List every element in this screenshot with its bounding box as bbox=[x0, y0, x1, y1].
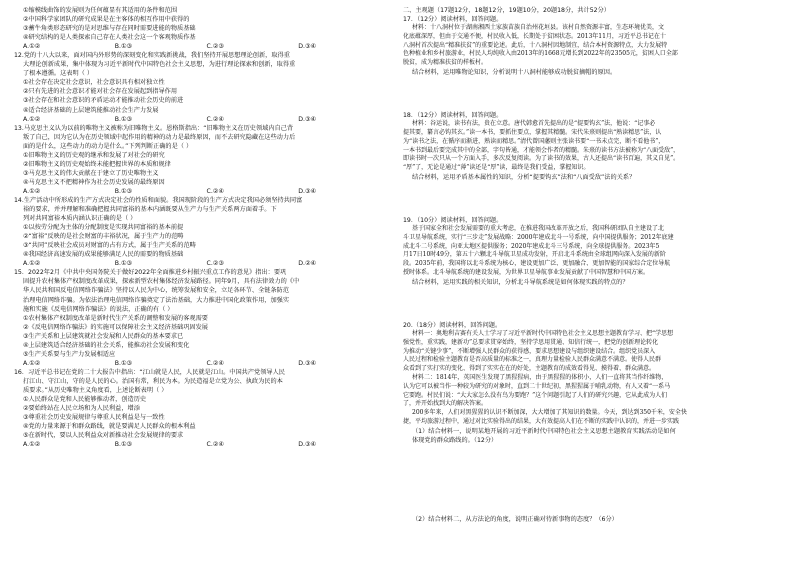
q16-option: ②要始终站在人民立场和为人民利益，增添 bbox=[23, 405, 140, 413]
q19-heading: 19．（10分）阅读材料，回答问题。 bbox=[403, 217, 503, 224]
q18-material: 一本书到最后要完成其中的全部，字句皆通，才能领会作者的精髓。朱熹的读书方法被称为“八面受敌”， bbox=[403, 146, 680, 154]
q20-material-2: 200多年来，人们对黑猩猩的认识不断加深，大大增加了其知识的数量。今天，到达到350千米，安全快 bbox=[412, 409, 687, 417]
q19-material: 成北斗二号系统，向亚太地区提供服务；2020年建成北斗三号系统，向全球提供服务。2023年5 bbox=[403, 242, 660, 250]
q14-stem: 14.生产活动中所形成的生产方式决定社会的性质和面貌。我国现阶段的生产方式决定我国必须坚持共同富 bbox=[14, 196, 303, 204]
q18-task: 结合材料，运用矛盾基本属性的知识，分析“提要钩玄”法和“八面受敌”法的关系？ bbox=[412, 173, 636, 181]
q11-option: ①缩模线曲饰的发展则为任何蕴显有其适用的条件和范围 bbox=[23, 7, 178, 14]
q15-option: ⑤生产关系要与生产力发展相适应 bbox=[23, 350, 116, 358]
q16-option: ③尊重社会历史发展规律与尊重人民利益是与一致性 bbox=[23, 414, 165, 422]
q11-option: ④研究结构的是人类探索自己存在人类社会这一个客观物质作基 bbox=[23, 34, 196, 42]
q20-subquestion-1: （1）结合材料一，说明某地开展的习近平新时代中国特色社会主义思想主题教育实践活动是如何 bbox=[412, 427, 676, 435]
choice-d: D.③④ bbox=[298, 115, 317, 123]
q19-material: 授时体系。北斗导航系统的建设发展，为世界卫星导航事业发展贡献了中国智慧和中国方案。 bbox=[403, 269, 650, 277]
q11-option: ③蓄牛角类形态研究的是对思维与存在同时需要进能的物质基础 bbox=[23, 25, 196, 33]
section-title: 二、主观题（17题12分，18题12分，19题10分，20题18分，共计52分） bbox=[403, 7, 610, 14]
q20-material-1: 材料一：奥地利吉赛有关人士学习了习近平新时代中国特色社会主义思想主题教育学习、把“学思想 bbox=[412, 329, 674, 337]
q15-option: ③生产关系和上层建筑就社会发展和人民群众的基本要求已 bbox=[23, 332, 184, 340]
q14-option: ②“富裕”反映的是社会财富的丰裕状况，属于生产力的范畴 bbox=[23, 233, 184, 241]
q12-stem: 12.党的十八大以来，面对国内外形势的深刻变化和实践新挑战，我们坚持开展思想理论创新，取得重 bbox=[14, 52, 290, 60]
q16-choices bbox=[14, 440, 390, 449]
q17-task: 结合材料，运用唯物论知识，分析说明十八洞村能够成功脱贫摘帽的原因。 bbox=[412, 69, 617, 77]
q17-material: 材料：十八洞村位于湖南湘西土家族苗族自治州花垣县。该村自然资源丰富，生态环境优美，文 bbox=[412, 24, 665, 32]
q12-stem: 大理论创新成果，集中体现为习近平新时代中国特色社会主义思想，为进行理论探索和创新，取得重 bbox=[23, 61, 296, 69]
q12-choices bbox=[14, 115, 390, 124]
answer-space bbox=[403, 445, 781, 515]
answer-space bbox=[403, 287, 781, 321]
q18-material: 即读书时一次只从一个方面入手，多次反复阅读。为了读书的效果，古人还提出“读书百遍，其义自见”。 bbox=[403, 155, 680, 163]
q19-material: 段。2035年前，我国将以北斗系统为核心，建设更加广泛、更加融合、更加智能的国家综合定位导航 bbox=[403, 260, 671, 268]
q13-choices bbox=[14, 187, 390, 196]
choice-c: C.②④ bbox=[206, 115, 224, 123]
q18-heading: 18．（12分）阅读材料，回答问题。 bbox=[403, 112, 503, 120]
choice-c: C.②④ bbox=[206, 359, 224, 367]
q20-material-1: 强党性，重实践，建新功”总要求贯穿始终，坚持学思用贯通、知信行统一，把党的创新理论转化 bbox=[403, 338, 659, 346]
q15-option: ②《反电信网络诈骗法》的实施可以保障社会主义经济基础巩固发展 bbox=[23, 323, 208, 331]
q14-option: ③“共同”反映社会成员对财富的占有方式，属于生产关系的范畴 bbox=[23, 242, 196, 250]
q15-stem: 施和实施《反电信网络诈骗法》的说法，正确的有（ ） bbox=[23, 305, 174, 313]
answer-space bbox=[403, 182, 781, 216]
q16-option: ④党的力量来源于和群众路线，就是要满足人民群众的根本利益 bbox=[23, 423, 196, 431]
choice-a: A.①② bbox=[23, 43, 41, 51]
q16-stem: 16．习近平总书记在党的二十大报告中指出：“江山就是人民，人民就是江山。中国共产党领导人民 bbox=[14, 368, 285, 376]
q15-stem: 15．2022年2月《中共中央国务院关于做好2022年全面推进乡村振兴重点工作的意见》指出：要巩 bbox=[14, 269, 287, 277]
q19-task: 结合材料，运用实践的相关知识，分析北斗导航系统是如何体现实践的特点的？ bbox=[412, 278, 629, 286]
choice-d: D.③④ bbox=[298, 359, 317, 367]
q14-option: ①以按劳分配为主体的分配制度是实现共同富裕的基本前提 bbox=[23, 224, 184, 232]
q12-option: ①社会存在决定社会意识，社会意识具有相对独立性 bbox=[23, 79, 165, 87]
choice-d: D.③④ bbox=[298, 43, 317, 51]
q14-stem: 裕的要求，并并理解和准确把握共同富裕的基本内涵既要从生产力与生产关系两方面着手。下 bbox=[23, 206, 277, 214]
q16-stem: 质要求。”从历史唯物主义角度看，上述论断表明（ ） bbox=[23, 386, 168, 394]
q13-stem: 面的是什么，这些动力的动力是什么。”下列判断正确的是（ ） bbox=[23, 142, 193, 150]
q13-option: ③马克思主义的伟大贡献在于建立了历史唯物主义 bbox=[23, 169, 159, 177]
choice-b: B.①③ bbox=[114, 359, 133, 367]
q12-option: ②只有先进的社会意识才能对社会存在发展起到指导作用 bbox=[23, 88, 178, 96]
choice-b: B.①③ bbox=[114, 187, 133, 195]
choice-c: C.②③ bbox=[206, 260, 224, 268]
q13-stem: 13.马克思主义认为以前的唯物主义被称为旧唯物主义。恩格斯指出：“旧唯物主义在历史领域内自己背 bbox=[14, 124, 294, 132]
q20-material-2: 捷，平均旅游过程中，通过对比实验得出的结果，大有效提高人们在不断的实践中认识的，并进一步实践 bbox=[403, 417, 680, 425]
q19-material: 月17日10时49分，第五十六颗北斗导航卫星成功发射，开启北斗系统由全球组网向深入发展的新阶 bbox=[403, 251, 666, 259]
q18-material: 材料：谷运说，读书有法，贵在立意。唐代韩愈首先提出的是“提要钩玄”法，他说：“记事必 bbox=[412, 120, 656, 128]
choice-a: A.①② bbox=[23, 187, 41, 195]
q20-material-2: 了，并开始找到大的解决答案。 bbox=[403, 400, 488, 408]
q20-subquestion-2: （2）结合材料二，从方法论的角度，说明正确对待新事物的态度？（6分） bbox=[412, 515, 618, 523]
q17-material: 色种植业和乡村旅游业，村民人均纯收入由2013年的1668元增长到2022年的23505元，贫困人口全部 bbox=[403, 50, 678, 58]
q15-stem: 华人民共和国反电信网络诈骗法》坚持以人民为中心，统筹发展和安全，立足各环节、全链条防范 bbox=[23, 287, 290, 295]
choice-b: B.①③ bbox=[114, 43, 133, 51]
choice-c: C.②④ bbox=[206, 441, 224, 449]
q20-material-2: 材料二：1814年，英国医生发现了黑猩猩病，由于黑猩猩的体积小，人们一直将其当作纤维物， bbox=[412, 373, 668, 381]
q13-option: ④马克思主义不把精神作为社会历史发展的最终原因 bbox=[23, 178, 165, 186]
q15-option: ④上层建筑适合经济基础的社会关系，能推动社会发展和变化 bbox=[23, 341, 190, 349]
choice-d: D.②④ bbox=[298, 260, 317, 268]
q12-option: ③社会存在和社会意识的矛盾运动才能推动社会历史的前进 bbox=[23, 97, 184, 105]
q12-option: ④适合经济基础的上层建筑能推动社会生产力发展 bbox=[23, 106, 159, 114]
q13-stem: 叛了自己，因为它认为在历史领域中起作用的精神的动力是最终原因，而不去研究隐藏在这些动力后 bbox=[23, 133, 296, 141]
q14-stem: 列对共同富裕本质内涵认识正确的是（ ） bbox=[23, 215, 137, 223]
q20-material-1: 人民过程和检验主题教育是否高质量的标准之一，真理力量检验人民群众满意不满意。使得人民群 bbox=[403, 356, 662, 364]
q17-material: 八洞村首次提出“精准扶贫”的重要论述。此后，十八洞村因地制宜，结合本村资源特点，大力发展特 bbox=[403, 41, 668, 49]
q20-material-2: 它要跑。村民们说：“大大家怎么没有鸟为要跑？”这个问题引起了人们的研究兴趣，它从此成为人们 bbox=[403, 391, 668, 399]
choice-a: A.①② bbox=[23, 359, 41, 367]
q19-material: 斗卫星导航系统，实行“三步走”发展战略：2000年建成北斗一号系统，向中国提供服务；2012年底建 bbox=[403, 233, 674, 241]
q16-stem: 打江山、守江山，守的是人民的心。治国有常，利民为本。为民造福是立党为公、执政为民的本 bbox=[23, 377, 283, 385]
choice-c: C.②③ bbox=[206, 43, 224, 51]
choice-a: A.①② bbox=[23, 441, 41, 449]
q15-choices bbox=[14, 359, 390, 368]
q15-stem: 治理电信网络诈骗。为依法治理电信网络诈骗奠定了法治基础，大力推进中国化政策作用，加强实 bbox=[23, 296, 290, 304]
q15-option: ①农村集体产权制度改革是新时代生产关系的调整和发展的客观需要 bbox=[23, 314, 208, 322]
q16-option: ①人民群众是党和人民能够推动者，创造历史 bbox=[23, 396, 147, 404]
left-column bbox=[14, 6, 390, 449]
q19-material: 基于国家全和社会发展需要的重大考虑，在推进我国改革开放之后，我国科研团队自主建设了北 bbox=[412, 225, 665, 233]
q20-heading: 20.（18分）阅读材料，回答问题。 bbox=[403, 321, 502, 329]
choice-a: A.①② bbox=[23, 115, 41, 123]
choice-b: B.①③ bbox=[114, 115, 133, 123]
q17-material: 脱贫，成为精准扶贫的样板村。 bbox=[403, 59, 488, 67]
right-column bbox=[403, 6, 781, 524]
choice-d: D.③④ bbox=[298, 441, 317, 449]
choice-d: D.③④ bbox=[298, 187, 317, 195]
choice-c: C.②④ bbox=[206, 187, 224, 195]
q12-stem: 了根本遵循。这表明（ ） bbox=[23, 70, 94, 78]
q20-material-1: 众看到了实打实的变化、得到了实实在在的好处，主题教育的成效看得见、摸得着、群众满意。 bbox=[403, 365, 656, 373]
q20-material-1: 为推动“关键少事”，不断增强人民群众的获得感，要求思想建设与组织建设结合。组织党员深入 bbox=[403, 347, 656, 355]
q18-material: “厚”了，无论是通过“薄”读还是“厚”读，最终是我们受益，掌握知识。 bbox=[403, 164, 590, 172]
q16-option: ⑤在新时代，要以人民利益众对新推动社会发展规律的要求 bbox=[23, 432, 184, 440]
q17-heading: 17．（12分）阅读材料，回答问题。 bbox=[403, 16, 503, 24]
choice-b: B.①③ bbox=[114, 260, 133, 268]
q18-material: 提其要，纂言必钩其玄。”读一本书，要抓住要点，掌握其精髓。宋代朱熹则提出“熟读精思”法，认 bbox=[403, 128, 662, 136]
choice-b: B.①③ bbox=[114, 441, 133, 449]
q20-subquestion-1: 体现党的群众路线的。（12分） bbox=[412, 436, 498, 444]
q20-material-2: 认为它可以被当作一种较为研究的对象时，直到二十世纪初，黑猩猩属于哺乳动物，有人又着“一系马 bbox=[403, 382, 671, 390]
q14-choices bbox=[14, 259, 390, 268]
q14-option: ④我国经济高速发展的成果能够满足人民的需要的物质基础 bbox=[23, 251, 184, 259]
q18-material: 为“读书之法，在循序而渐进，熟读而精思。”清代曾国藩则主张读书要“一书未点完，断不看他书”， bbox=[403, 137, 665, 145]
q11-choices bbox=[14, 42, 390, 51]
choice-a: A.①② bbox=[23, 260, 41, 268]
q11-option: ②中国科学家团队的研究成果是在主客体的相互作用中获得的 bbox=[23, 16, 190, 24]
q17-material: 化底蕴深厚，但由于交通不便，村民收入低，长期处于贫困状态。2013年11月，习近平总书记在十 bbox=[403, 32, 666, 40]
q13-option: ②旧唯物主义的历史观始终未能把握世界的本质和规律 bbox=[23, 160, 171, 168]
q13-option: ①旧唯物主义的历史观的继承和发展了对社会的研究 bbox=[23, 151, 165, 159]
q15-stem: 固提升农村集体产权制度改革成果，探索新型农村集体经济发展路径。同年9月，具有法律效力的《中 bbox=[23, 278, 300, 286]
answer-space bbox=[403, 77, 781, 111]
